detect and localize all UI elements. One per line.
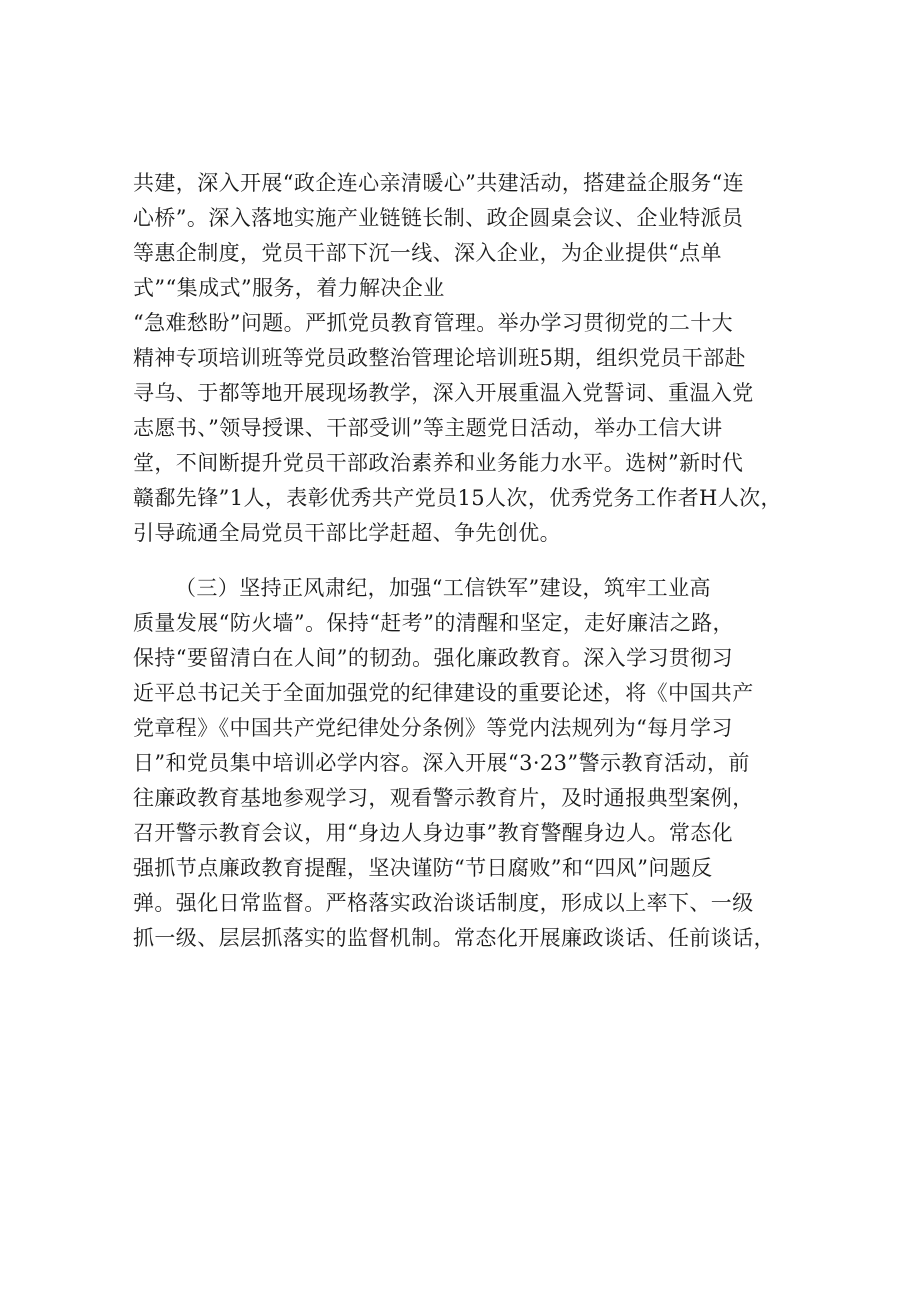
paragraph-gap: [133, 551, 803, 571]
text-line: 党章程》《中国共产党纪律处分条例》等党内法规列为“每月学习: [133, 716, 733, 740]
text-line: 堂，不间断提升党员干部政治素养和业务能力水平。选树”新时代: [133, 451, 744, 475]
text-line: 式”“集成式”服务，着力解决企业: [133, 276, 445, 300]
text-line: 近平总书记关于全面加强党的纪律建设的重要论述，将《中国共产: [133, 681, 754, 705]
document-body: [133, 166, 803, 956]
paragraph-2: [133, 571, 803, 956]
text-line: 弹。强化日常监督。严格落实政治谈话制度，形成以上率下、一级: [133, 891, 754, 915]
text-line: （三）坚持正风肃纪，加强“工信铁军”建设，筑牢工业高: [175, 576, 711, 600]
text-line: 质量发展“防火墙”。保持“赶考”的清醒和坚定，走好廉洁之路，: [133, 611, 734, 635]
paragraph-1: [133, 166, 803, 551]
text-line: 等惠企制度，党员干部下沉一线、深入企业，为企业提供“点单: [133, 241, 722, 265]
text-line: 寻乌、于都等地开展现场教学，深入开展重温入党誓词、重温入党: [133, 381, 754, 405]
text-line: 赣鄱先锋”1人，表彰优秀共产党员15人次，优秀党务工作者H人次，: [133, 486, 782, 510]
text-line: 召开警示教育会议，用“身边人身边事”教育警醒身边人。常态化: [133, 821, 734, 845]
text-line: 精神专项培训班等党员政整治管理论培训班5期，组织党员干部赴: [133, 346, 746, 370]
text-line: “急难愁盼”问题。严抓党员教育管理。举办学习贯彻党的二十大: [133, 311, 734, 335]
text-line: 保持“要留清白在人间”的韧劲。强化廉政教育。深入学习贯彻习: [133, 646, 734, 670]
text-line: 往廉政教育基地参观学习，观看警示教育片，及时通报典型案例，: [133, 786, 754, 810]
text-line: 心桥”。深入落地实施产业链链长制、政企圆桌会议、企业特派员: [133, 206, 744, 230]
text-line: 抓一级、层层抓落实的监督机制。常态化开展廉政谈话、任前谈话，: [133, 926, 775, 950]
text-line: 引导疏通全局党员干部比学赶超、争先创优。: [133, 521, 561, 545]
text-line: 日”和党员集中培训必学内容。深入开展“3·23”警示教育活动，前: [133, 751, 750, 775]
text-line: 共建，深入开展“政企连心亲清暖心”共建活动，搭建益企服务“连: [133, 171, 745, 195]
text-line: 志愿书、”领导授课、干部受训”等主题党日活动，举办工信大讲: [133, 416, 723, 440]
text-line: 强抓节点廉政教育提醒，坚决谨防“节日腐败”和“四风”问题反: [133, 856, 713, 880]
